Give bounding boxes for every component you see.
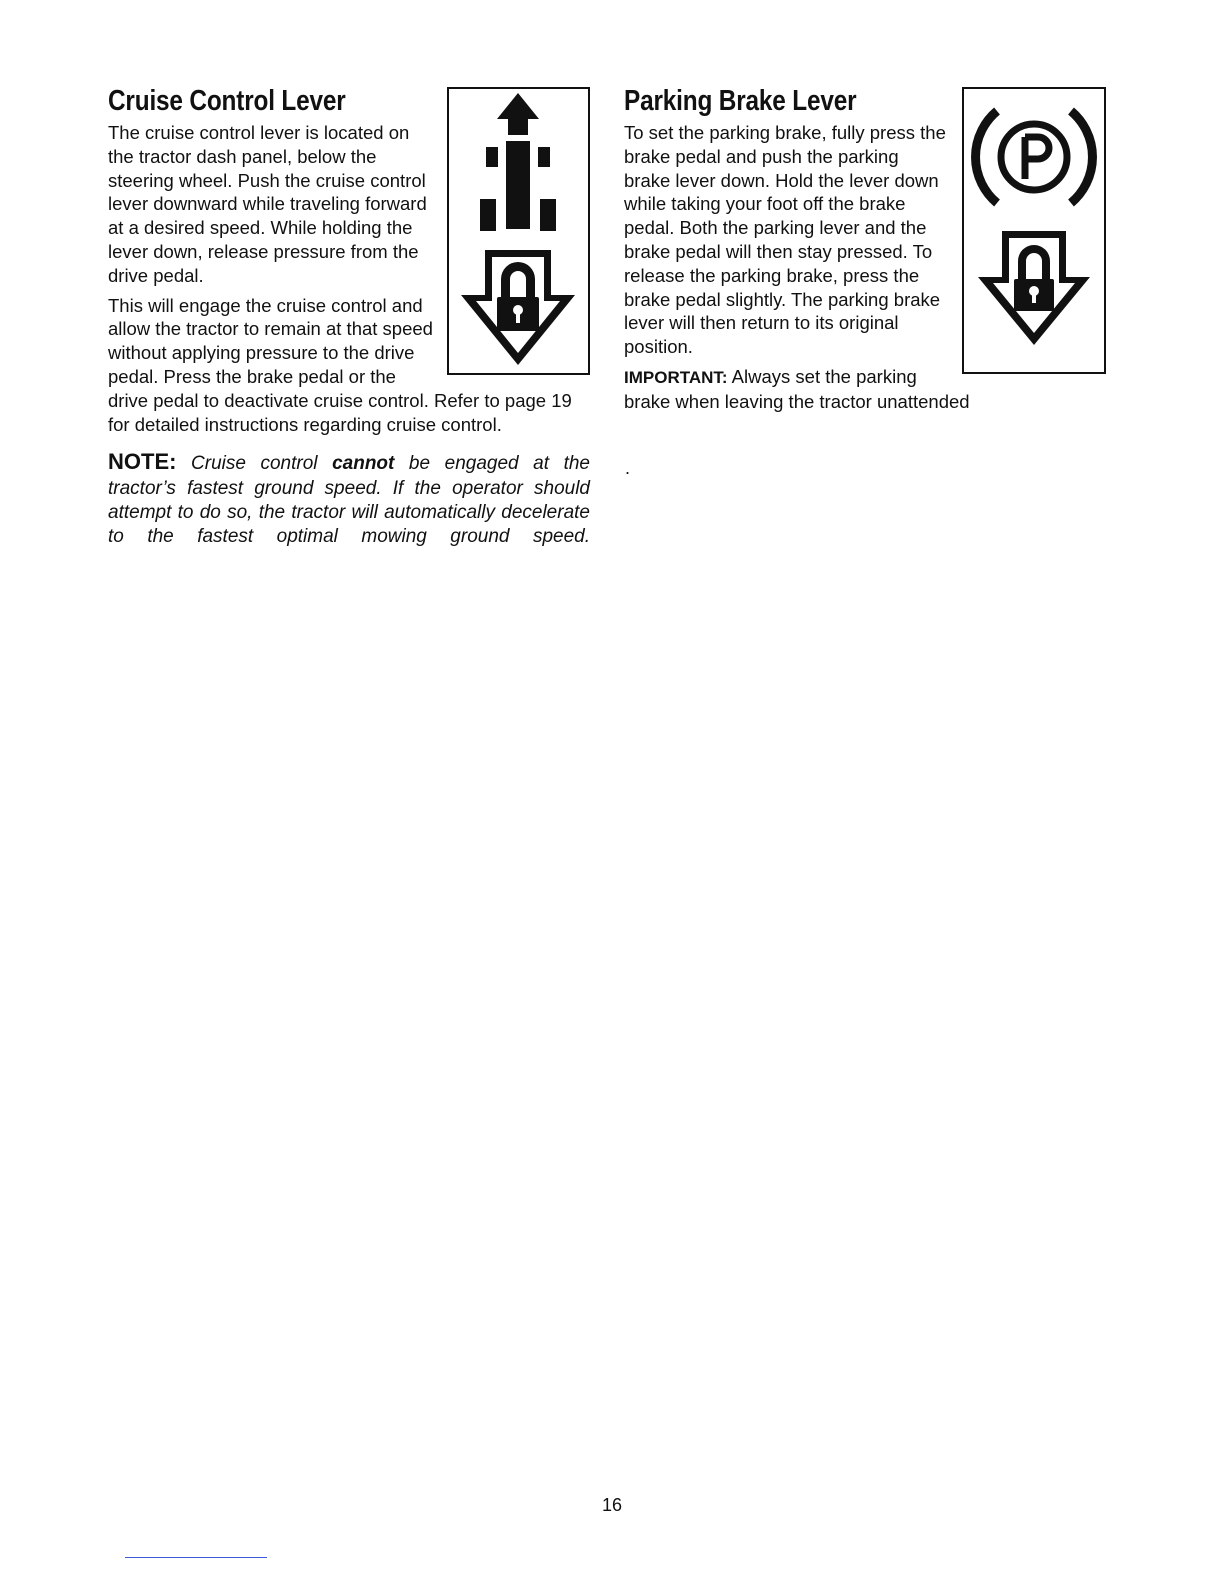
cruise-control-section [108, 84, 590, 568]
note-emphasis: cannot [332, 453, 395, 475]
parking-brake-icon [976, 111, 1093, 203]
note-label: NOTE: [108, 449, 177, 475]
cruise-control-heading: Cruise Control Lever [108, 85, 346, 117]
footer-rule [125, 1557, 267, 1558]
note-text-1: Cruise control [176, 453, 333, 475]
parking-brake-paragraph: To set the parking brake, fully press the brake pedal and push the parking brake lever down. Hold the lever down while taking your foot off the brake pedal. Both the parking lever and the brake pedal will then stay pressed. To release the parking brake, press the brake pedal slightly. The parking brake lever will then return to its original position. [624, 122, 946, 358]
parking-brake-heading: Parking Brake Lever [624, 85, 857, 117]
cruise-control-paragraph-1: The cruise control lever is located on the tractor dash panel, below the steering wheel. Push the cruise control lever downward while traveling forward at a desired speed. While holding the lever down, release pressure from the drive pedal. [108, 122, 427, 286]
note-text-2: be engaged at the tractor’s fastest ground speed. If the operator should attempt to do so, the tractor will automatically decelerate to the fastest optimal mowing ground speed. [108, 453, 590, 547]
parking-brake-symbols [964, 89, 1104, 372]
cruise-control-note [108, 450, 590, 549]
lock-down-arrow-icon [978, 231, 1090, 345]
important-label: IMPORTANT: [624, 367, 728, 387]
parking-brake-symbol-box [962, 87, 1106, 374]
lock-down-arrow-icon [461, 250, 575, 365]
cruise-control-symbols [449, 89, 588, 373]
stray-dot: . [625, 458, 631, 478]
cruise-control-paragraph-2: This will engage the cruise control and allow the tractor to remain at that speed without applying pressure to the drive pedal. Press the brake pedal or the drive pedal to deactivate cruise control. Refer to page 19 for detailed instructions regarding cruise control. [108, 294, 572, 435]
parking-brake-section [624, 84, 1106, 420]
page-number: 16 [601, 1495, 623, 1515]
cruise-control-symbol-box [447, 87, 590, 375]
important-text: Always set the parking brake when leaving the tractor unattended [624, 365, 970, 412]
